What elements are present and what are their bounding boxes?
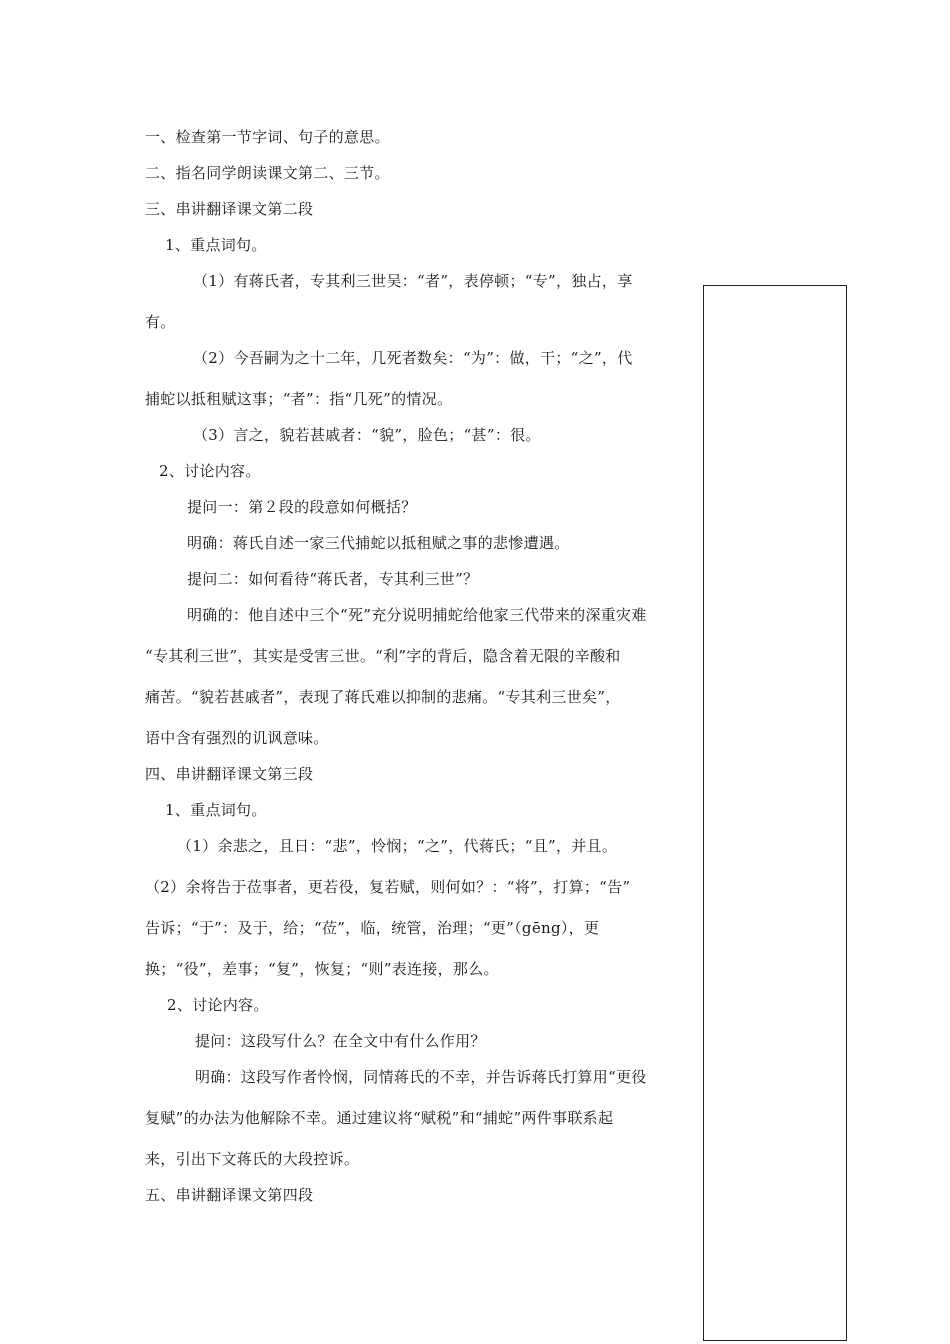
paragraph-line: 提问二：如何看待“蒋氏者，专其利三世”？ (187, 570, 479, 588)
paragraph-line: 换；“役”，差事；“复”，恢复；“则”表连接，那么。 (145, 960, 499, 978)
paragraph-line: 复赋”的办法为他解除不幸。通过建议将“赋税”和“捕蛇”两件事联系起 (145, 1109, 614, 1127)
paragraph-line: 痛苦。“貌若甚戚者”，表现了蒋氏难以抑制的悲痛。“专其利三世矣”， (145, 688, 621, 706)
paragraph-line: 明确：这段写作者怜悯，同情蒋氏的不幸，并告诉蒋氏打算用“更役 (195, 1068, 647, 1086)
section-heading-4: 四、串讲翻译课文第三段 (145, 765, 314, 783)
subheading: 1、重点词句。 (165, 236, 267, 254)
paragraph-line: 提问一：第２段的段意如何概括？ (187, 498, 417, 516)
section-heading-1: 一、检查第一节字词、句子的意思。 (145, 128, 390, 146)
section-heading-3: 三、串讲翻译课文第二段 (145, 200, 314, 218)
paragraph-line: （1）余悲之，且日：“悲”，怜悯；“之”，代蒋氏；“且”，并且。 (177, 837, 618, 855)
paragraph-line: 来，引出下文蒋氏的大段控诉。 (145, 1150, 360, 1168)
paragraph-line: 明确的：他自述中三个“死”充分说明捕蛇给他家三代带来的深重灾难 (187, 606, 647, 624)
paragraph-line: 语中含有强烈的讥讽意味。 (145, 729, 329, 747)
paragraph-line: （3）言之，貌若甚戚者：“貌”，脸色；“甚”：很。 (193, 426, 541, 444)
paragraph-line: （1）有蒋氏者，专其利三世吴：“者”，表停顿；“专”，独占，享 (193, 272, 633, 290)
side-notes-box (703, 285, 847, 1341)
subheading: 1、重点词句。 (165, 801, 267, 819)
paragraph-line: 告诉；“于”：及于，给；“莅”，临，统管，治理；“更”（gēng），更 (145, 919, 600, 937)
paragraph-line: “专其利三世”，其实是受害三世。“利”字的背后，隐含着无限的辛酸和 (145, 647, 621, 665)
section-heading-5: 五、串讲翻译课文第四段 (145, 1186, 314, 1204)
subheading: 2、讨论内容。 (167, 996, 269, 1014)
paragraph-line: 有。 (145, 313, 176, 331)
paragraph-line: 提问：这段写什么？在全文中有什么作用？ (195, 1032, 486, 1050)
paragraph-line: （2）余将告于莅事者，更若役，复若赋，则何如？：“将”，打算；“告” (145, 878, 631, 896)
subheading: 2、讨论内容。 (159, 462, 261, 480)
paragraph-line: 明确：蒋氏自述一家三代捕蛇以抵租赋之事的悲惨遭遇。 (187, 534, 570, 552)
paragraph-line: 捕蛇以抵租赋这事；“者”：指“几死”的情况。 (145, 390, 453, 408)
section-heading-2: 二、指名同学朗读课文第二、三节。 (145, 164, 390, 182)
paragraph-line: （2）今吾嗣为之十二年，几死者数矣：“为”：做，干；“之”，代 (193, 349, 633, 367)
